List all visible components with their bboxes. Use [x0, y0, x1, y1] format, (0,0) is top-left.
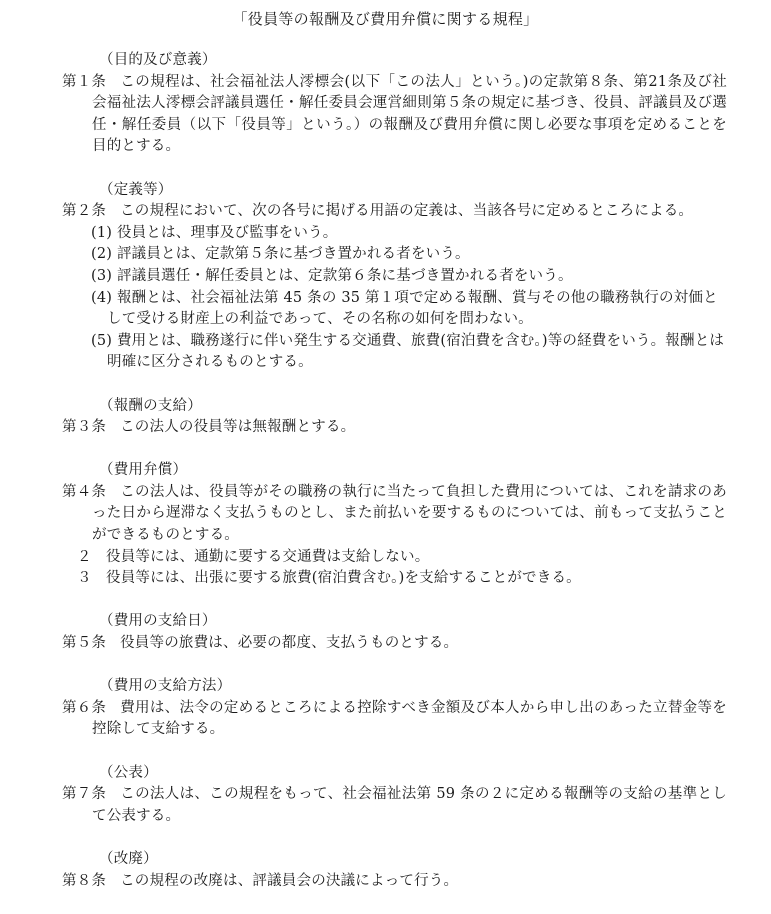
article-7	[62, 763, 727, 828]
article-text	[62, 871, 727, 893]
article-heading: （公表）	[99, 764, 158, 781]
definition-item: (5) 費用とは、職務遂行に伴い発生する交通費、旅費(宿泊費を含む。)等の経費をいう。報酬とは明確に区分されるものとする。	[91, 332, 725, 371]
article-heading: （費用の支給日）	[99, 613, 217, 630]
article-2	[62, 180, 727, 374]
article-text	[62, 784, 727, 827]
article-number: 第２条	[62, 203, 107, 220]
article-heading: （改廃）	[99, 850, 158, 867]
article-number: 第５条	[62, 635, 107, 652]
paragraph-text: 役員等には、通勤に要する交通費は支給しない。	[106, 548, 430, 565]
paragraph-number: ３	[77, 570, 92, 587]
article-number: 第１条	[62, 73, 107, 90]
article-1	[62, 50, 727, 158]
article-text	[62, 633, 727, 655]
article-5	[62, 611, 727, 654]
article-body: この規程は、社会福祉法人澪標会(以下「この法人」という。)の定款第８条、第21条及び社会福祉法人澪標会評議員選任・解任委員会運営細則第５条の規定に基づき、役員、評議員及び選任・解任委員（以下「役員等」という。）の報酬及び費用弁償に関し必要な事項を定めることを目的とする。	[92, 73, 727, 155]
paragraph-number: ２	[77, 548, 92, 565]
document-title: 「役員等の報酬及び費用弁償に関する規程」	[232, 10, 539, 28]
article-8	[62, 849, 727, 892]
article-text	[62, 698, 727, 741]
definition-item: (2) 評議員とは、定款第５条に基づき置かれる者をいう。	[91, 246, 470, 263]
article-heading: （費用弁償）	[99, 462, 188, 479]
article-body: この規程において、次の各号に掲げる用語の定義は、当該各号に定めるところによる。	[120, 203, 694, 220]
article-number: 第６条	[62, 699, 107, 716]
article-number: 第８条	[62, 872, 107, 889]
article-text	[62, 201, 727, 223]
article-body: 費用は、法令の定めるところによる控除すべき金額及び本人から申し出のあった立替金等を控除して支給する。	[92, 699, 727, 738]
definition-item: (1) 役員とは、理事及び監事をいう。	[91, 224, 338, 241]
sub-paragraph	[77, 568, 727, 590]
article-text	[62, 482, 727, 547]
paragraph-text: 役員等には、出張に要する旅費(宿泊費含む。)を支給することができる。	[106, 570, 581, 587]
article-heading: （報酬の支給）	[99, 397, 202, 414]
article-4	[62, 460, 727, 590]
article-body: 役員等の旅費は、必要の都度、支払うものとする。	[120, 635, 459, 652]
article-body: この法人の役員等は無報酬とする。	[120, 419, 356, 436]
definition-item: (4) 報酬とは、社会福祉法第 45 条の 35 第１項で定める報酬、賞与その他の職務執行の対価として受ける財産上の利益であって、その名称の如何を問わない。	[91, 289, 718, 328]
article-number: 第７条	[62, 786, 107, 803]
document-body	[62, 50, 727, 914]
definition-item: (3) 評議員選任・解任委員とは、定款第６条に基づき置かれる者をいう。	[91, 267, 573, 284]
article-body: この法人は、役員等がその職務の執行に当たって負担した費用については、これを請求のあった日から遅滞なく支払うものとし、また前払いを要するものについては、前もって支払うことができるものとする。	[92, 483, 727, 544]
article-body: この規程の改廃は、評議員会の決議によって行う。	[120, 872, 459, 889]
article-6	[62, 676, 727, 741]
article-number: 第３条	[62, 419, 107, 436]
article-body: この法人は、この規程をもって、社会福祉法第 59 条の２に定める報酬等の支給の基準として公表する。	[92, 786, 727, 824]
article-heading: （定義等）	[99, 181, 173, 198]
article-text	[62, 72, 727, 158]
article-text	[62, 417, 727, 439]
article-number: 第４条	[62, 483, 107, 500]
sub-paragraph	[77, 547, 727, 569]
article-3	[62, 396, 727, 439]
article-heading: （費用の支給方法）	[99, 678, 232, 695]
article-heading: （目的及び意義）	[99, 52, 217, 68]
